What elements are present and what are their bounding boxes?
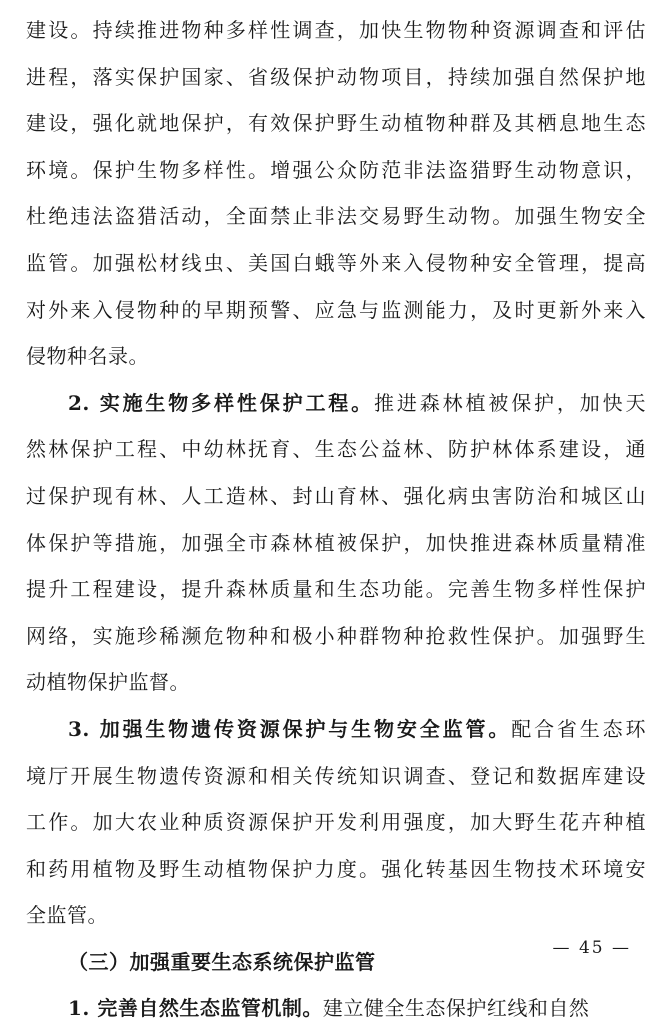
text-line: 然林保护工程、中幼林抚育、生态公益林、防护林体系建设，通 [26, 437, 646, 462]
text-line: 提升工程建设，提升森林质量和生态功能。完善生物多样性保护 [26, 577, 646, 602]
text-line: 建设，强化就地保护，有效保护野生动植物种群及其栖息地生态 [26, 111, 646, 136]
text-line: 监管。加强松材线虫、美国白蛾等外来入侵物种安全管理，提高 [26, 250, 646, 275]
paragraph-text: 推进森林植被保护，加快天 [374, 390, 646, 415]
text-line: 对外来入侵物种的早期预警、应急与监测能力，及时更新外来入 [26, 297, 646, 322]
paragraph-text: 配合省生态环 [511, 716, 647, 741]
text-line: 建设。持续推进物种多样性调查，加快生物物种资源调查和评估 [26, 18, 646, 42]
text-line: 和药用植物及野生动植物保护力度。强化转基因生物技术环境安 [26, 856, 646, 881]
text-line: 全监管。 [26, 903, 108, 928]
text-line: 网络，实施珍稀濒危物种和极小种群物种抢救性保护。加强野生 [26, 623, 646, 648]
text-line: 进程，落实保护国家、省级保护动物项目，持续加强自然保护地 [26, 64, 646, 89]
text-line: 工作。加大农业种质资源保护开发利用强度，加大野生花卉种植 [26, 810, 646, 835]
paragraph-lead: 2. 实施生物多样性保护工程。 [68, 390, 375, 415]
text-line: 侵物种名录。 [26, 344, 149, 369]
document-body [26, 0, 646, 1032]
text-line: 动植物保护监督。 [26, 670, 190, 695]
text-line: 杜绝违法盗猎活动，全面禁止非法交易野生动物。加强生物安全 [26, 204, 646, 229]
text-line: 过保护现有林、人工造林、封山育林、强化病虫害防治和城区山 [26, 483, 646, 508]
paragraph-lead: 3. 加强生物遗传资源保护与生物安全监管。 [68, 716, 512, 741]
text-line: 体保护等措施，加强全市森林植被保护，加快推进森林质量精准 [26, 530, 646, 555]
page-number: — 45 — [552, 938, 631, 958]
section-heading: （三）加强重要生态系统保护监管 [68, 949, 376, 974]
paragraph-text: 建立健全生态保护红线和自然 [322, 996, 590, 1021]
paragraph-first-line [26, 706, 646, 753]
paragraph-first-line [26, 380, 646, 427]
paragraph-first-line [26, 985, 646, 1032]
text-line: 境厅开展生物遗传资源和相关传统知识调查、登记和数据库建设 [26, 763, 646, 788]
text-line: 环境。保护生物多样性。增强公众防范非法盗猎野生动物意识， [26, 157, 646, 182]
paragraph-lead: 1. 完善自然生态监管机制。 [68, 996, 323, 1021]
